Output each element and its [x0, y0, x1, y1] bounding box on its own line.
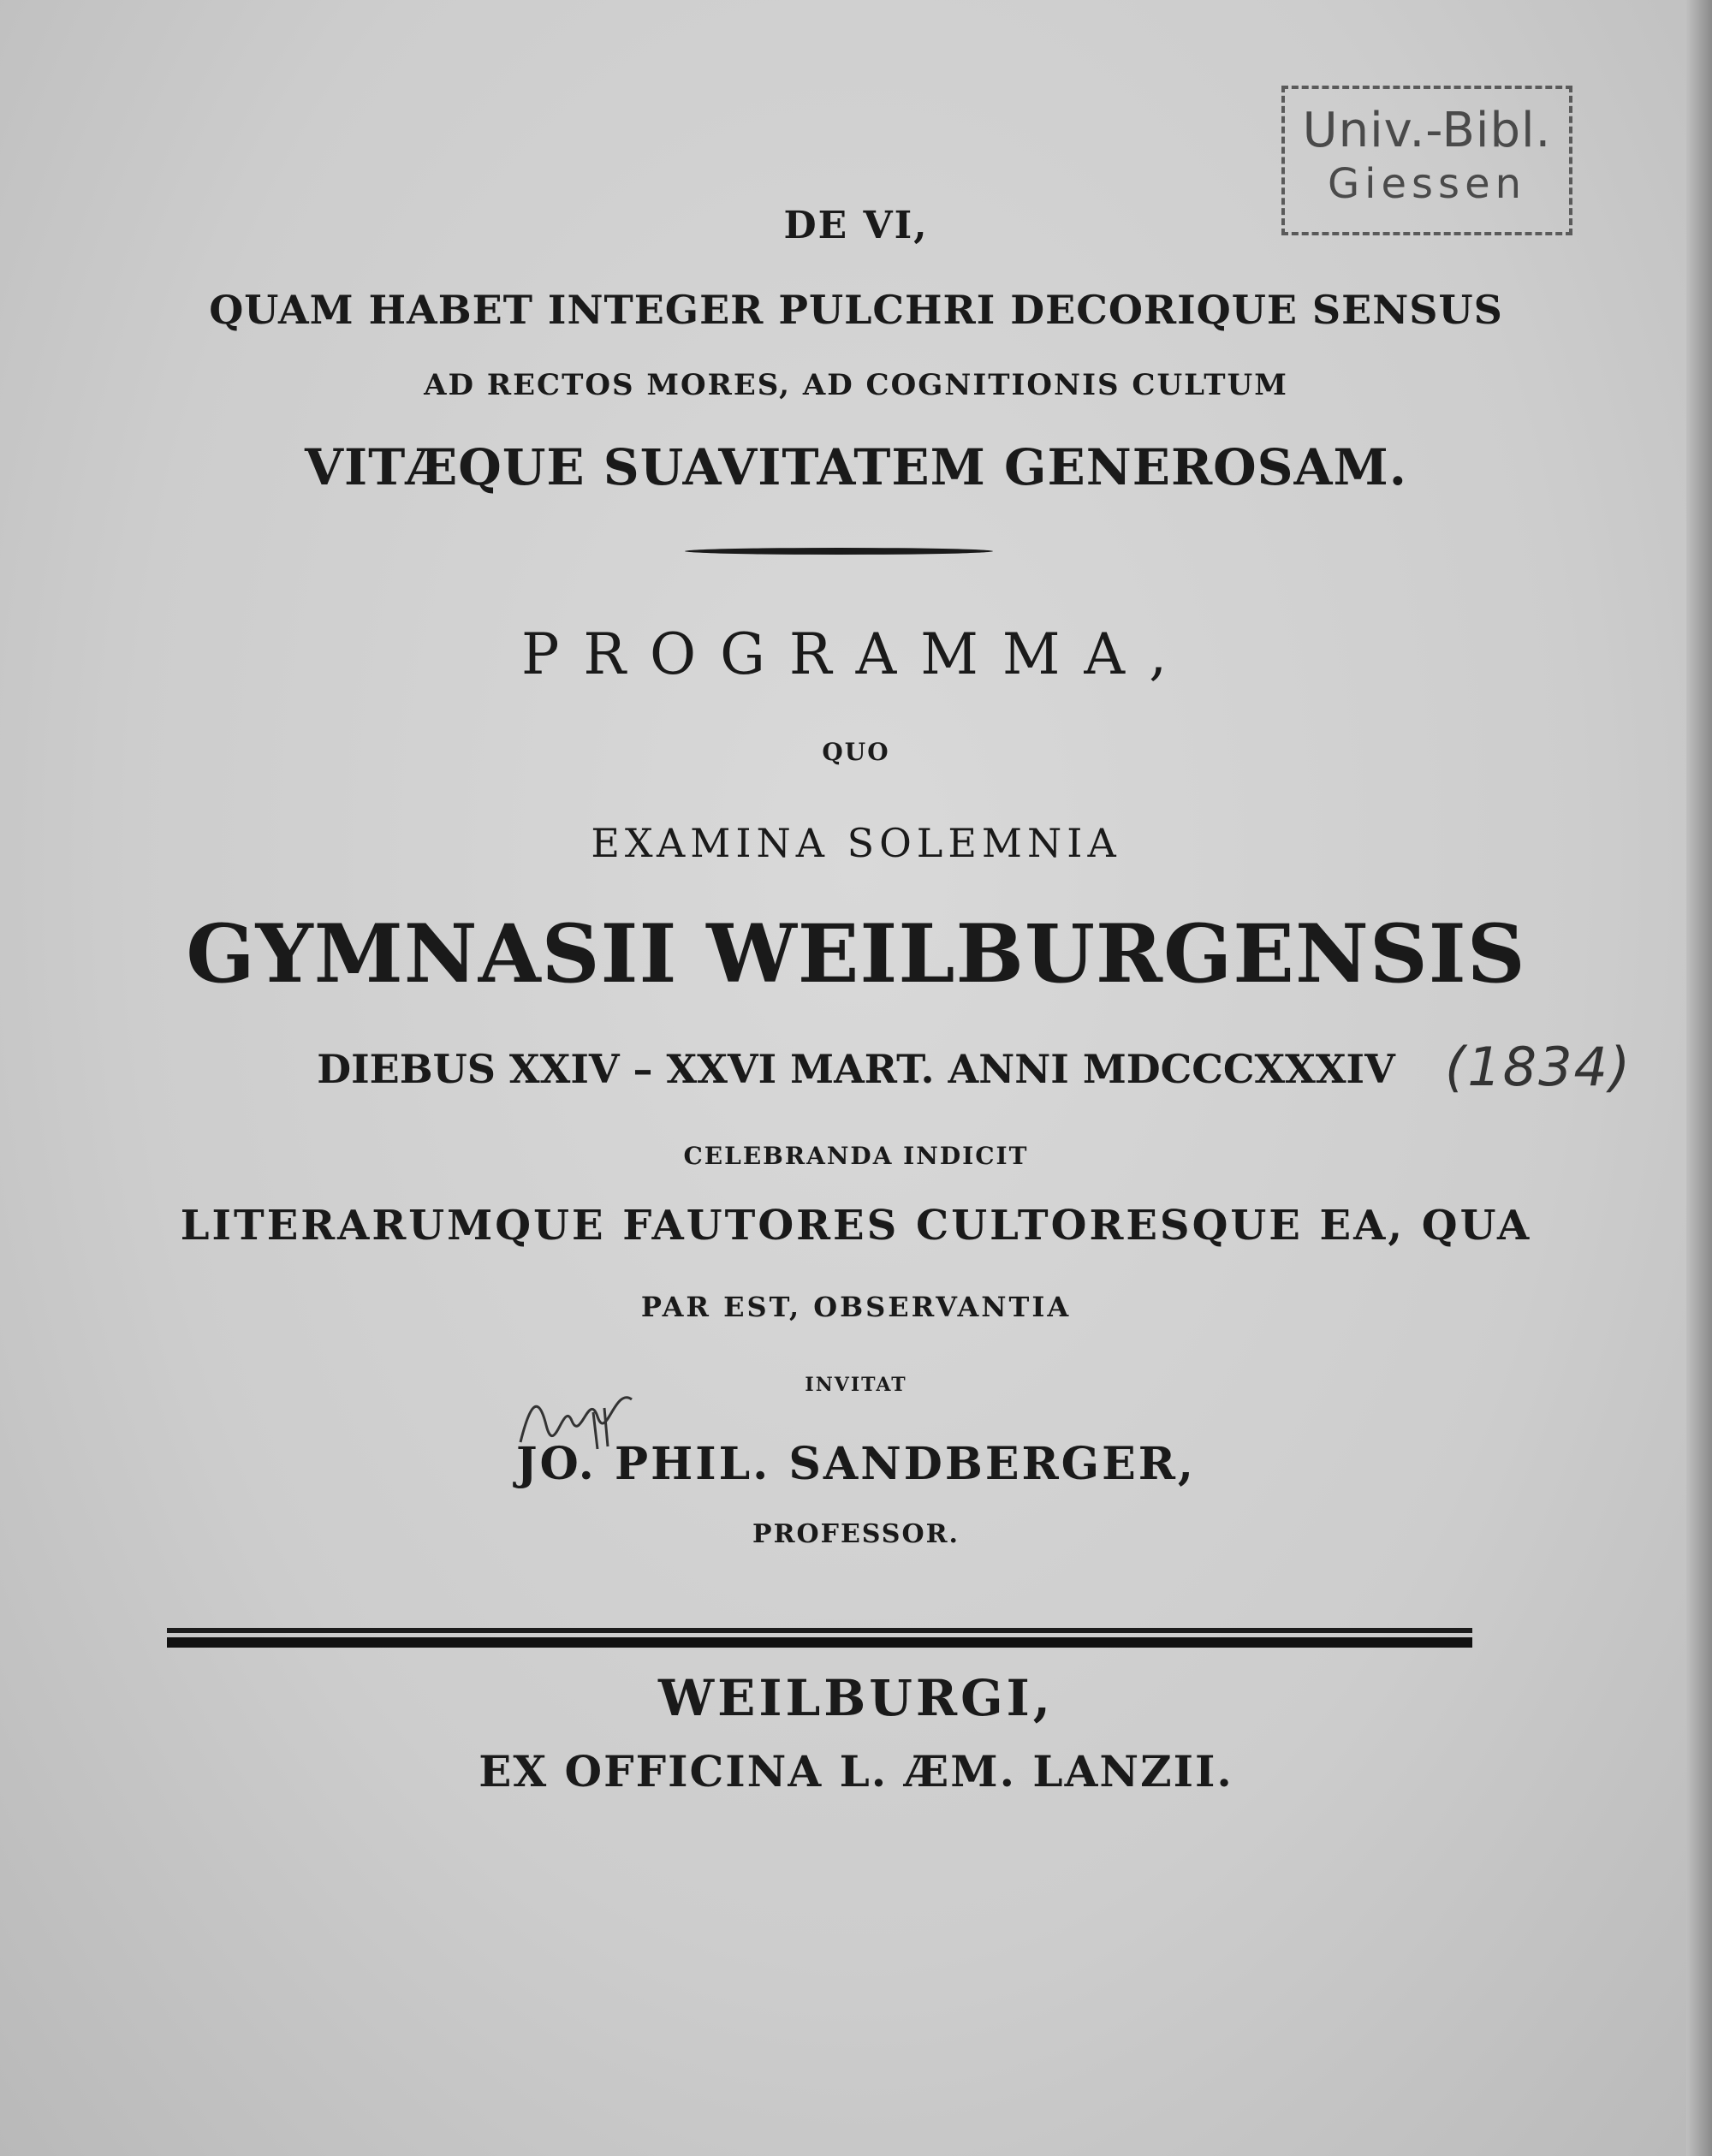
handwritten-signature	[512, 1374, 640, 1451]
gymnasium-name: GYMNASII WEILBURGENSIS	[186, 907, 1526, 1001]
author-name: JO. PHIL. SANDBERGER,	[515, 1438, 1197, 1490]
title-line-2: QUAM HABET INTEGER PULCHRI DECORIQUE SENSUS	[209, 287, 1503, 333]
imprint-printer: EX OFFICINA L. ÆM. LANZII.	[479, 1746, 1233, 1797]
examina-text: EXAMINA SOLEMNIA	[591, 820, 1121, 866]
title-line-1: DE VI,	[783, 204, 929, 247]
title-line-4: VITÆQUE SUAVITATEM GENEROSAM.	[305, 438, 1407, 496]
stamp-line-2: Giessen	[1327, 160, 1527, 208]
ornamental-rule	[685, 548, 993, 555]
literarum-text: LITERARUMQUE FAUTORES CULTORESQUE EA, QUA	[180, 1202, 1532, 1250]
imprint-place: WEILBURGI,	[658, 1669, 1054, 1727]
programma-heading: PROGRAMMA,	[520, 621, 1192, 687]
stamp-line-1: Univ.-Bibl.	[1302, 103, 1552, 158]
dates-text: DIEBUS XXIV – XXVI MART. ANNI MDCCCXXXIV	[317, 1046, 1395, 1092]
page-edge-shadow	[1686, 0, 1712, 2156]
celebranda-text: CELEBRANDA INDICIT	[683, 1142, 1029, 1170]
quo-text: QUO	[822, 738, 890, 766]
handwritten-year: (1834)	[1445, 1036, 1632, 1098]
invitat-text: INVITAT	[805, 1374, 907, 1396]
double-rule	[167, 1628, 1472, 1650]
author-role: PROFESSOR.	[752, 1519, 960, 1549]
title-line-3: AD RECTOS MORES, AD COGNITIONIS CULTUM	[424, 368, 1288, 402]
par-est-text: PAR EST, OBSERVANTIA	[640, 1291, 1072, 1323]
